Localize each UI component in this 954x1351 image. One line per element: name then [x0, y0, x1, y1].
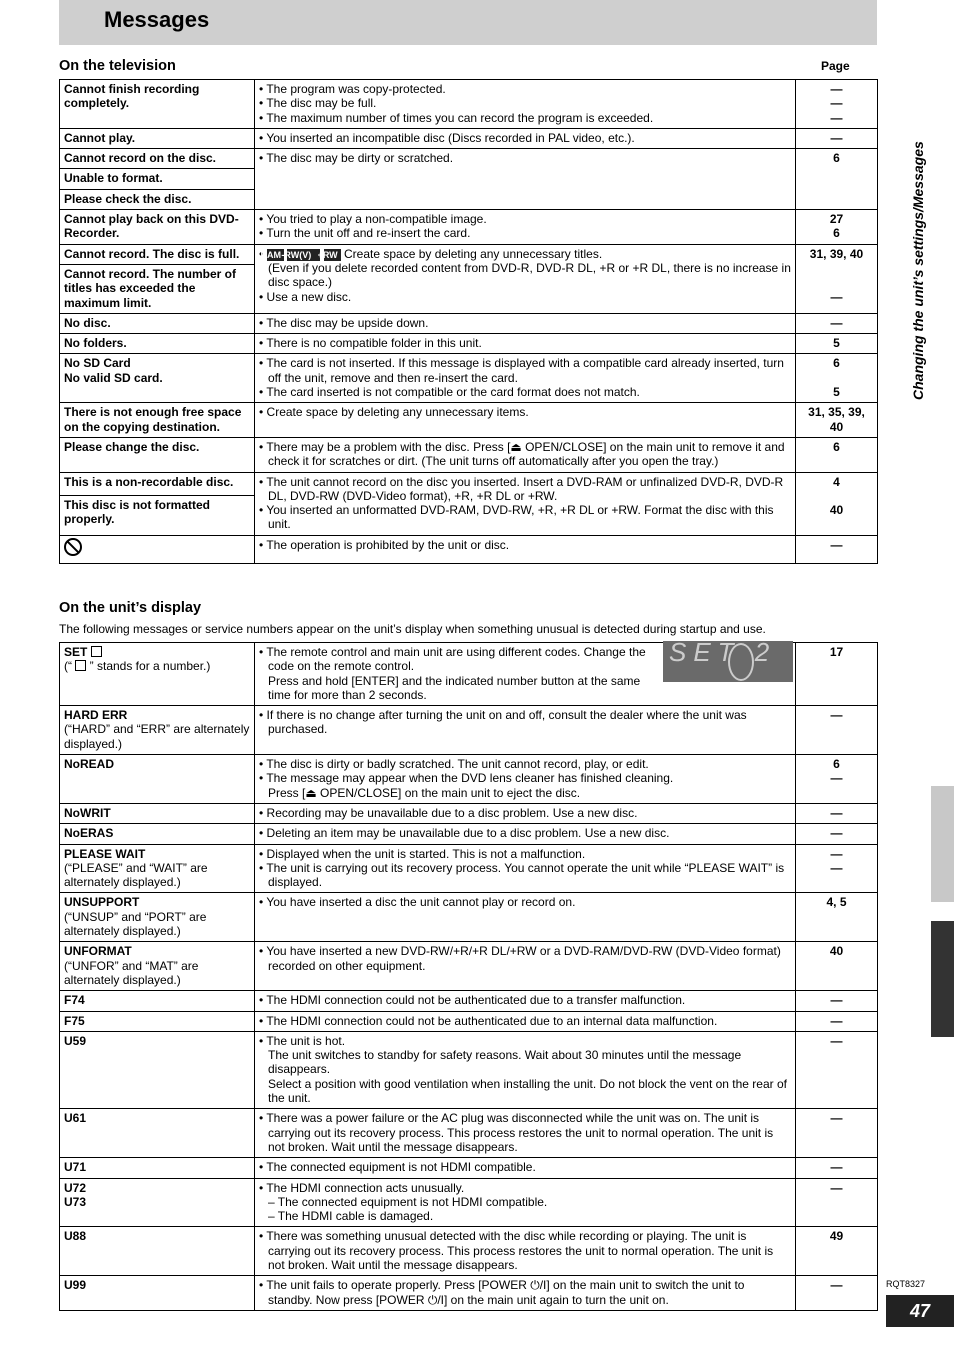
page-cell: — [796, 1178, 878, 1227]
note-cell: • RAM -RW(V) +RW Create space by deleting any unnecessary titles. (Even if you delete recorded content from DVD-R, DVD-R DL, +R or +R DL, there is no increase in disc space.) • Use a new disc. [255, 244, 796, 313]
note-cell: • You tried to play a non-compatible image. • Turn the unit off and re-insert the card. [255, 210, 796, 245]
message-cell: UNSUPPORT (“UNSUP” and “PORT” are alternately displayed.) [60, 893, 255, 942]
display-messages-table [59, 637, 878, 1311]
table-row [60, 803, 878, 823]
page-cell: 49 [796, 1227, 878, 1276]
side-tab-dark [931, 921, 954, 1037]
note-cell: • The connected equipment is not HDMI compatible. [255, 1158, 796, 1178]
display-heading: On the unit’s display [59, 600, 202, 616]
note-cell: • You inserted an incompatible disc (Discs recorded in PAL video, etc.). [255, 128, 796, 148]
message-cell: U99 [60, 1276, 255, 1311]
message-cell: Cannot record on the disc. [60, 149, 255, 169]
message-cell [60, 535, 255, 563]
table-row [60, 844, 878, 893]
title-bar [59, 0, 877, 45]
page-cell: — [796, 991, 878, 1011]
page-cell: 40 [796, 942, 878, 991]
disc-tag: +RW [324, 249, 341, 261]
table-row [60, 893, 878, 942]
note-cell: • Recording may be unavailable due to a disc problem. Use a new disc. [255, 803, 796, 823]
note-cell: • If there is no change after turning the unit on and off, consult the dealer where the unit was purchased. [255, 706, 796, 755]
message-cell: There is not enough free space on the copying destination. [60, 403, 255, 438]
prohibited-icon [64, 538, 82, 556]
side-tab-gray [931, 786, 954, 902]
page-cell: — [796, 706, 878, 755]
page-cell: 6 5 [796, 354, 878, 403]
table-row [60, 354, 878, 403]
page-number: 47 [886, 1295, 954, 1327]
display-intro: The following messages or service numbers appear on the unit’s display when something unusual is detected during startup and use. [59, 622, 766, 636]
page-cell: — [796, 824, 878, 844]
table-row [60, 1227, 878, 1276]
number-box-icon [91, 646, 102, 657]
note-cell: • The unit fails to operate properly. Press [POWER ⏻/I] on the main unit to switch the unit to standby. Now press [POWER ⏻/I] on the main unit again to turn the unit on. [255, 1276, 796, 1311]
note-cell: SET 2 • The remote control and main unit are using different codes. Change the code on the remote control. Press and hold [ENTER] and the indicated number button at the same time for more than 2 seconds. [255, 643, 796, 706]
page-column-label: Page [821, 59, 850, 73]
table-row [60, 824, 878, 844]
table-row [60, 1178, 878, 1227]
message-cell: HARD ERR (“HARD” and “ERR” are alternately displayed.) [60, 706, 255, 755]
page-cell: 31, 35, 39, 40 [796, 403, 878, 438]
tv-heading: On the television [59, 58, 176, 74]
note-cell: • The disc may be upside down. [255, 313, 796, 333]
note-cell: • The disc may be dirty or scratched. [255, 149, 796, 210]
table-row [60, 128, 878, 148]
table-row [60, 437, 878, 472]
page-cell: — [796, 1276, 878, 1311]
note-cell: • There may be a problem with the disc. Press [⏏ OPEN/CLOSE] on the main unit to remove it and check it for scratches or dirt. (The unit turns off automatically after you open the tray.) [255, 437, 796, 472]
message-cell: U61 [60, 1109, 255, 1158]
table-row [60, 472, 878, 495]
table-row [60, 1276, 878, 1311]
note-cell: • Displayed when the unit is started. This is not a malfunction. • The unit is carrying out its recovery process. You cannot operate the unit while “PLEASE WAIT” is displayed. [255, 844, 796, 893]
message-cell: F74 [60, 991, 255, 1011]
page-cell: 6 [796, 149, 878, 210]
note-cell: • There is no compatible folder in this unit. [255, 334, 796, 354]
table-row [60, 149, 878, 169]
table-row [60, 991, 878, 1011]
page-cell: — — — [796, 80, 878, 129]
message-cell: Cannot record. The number of titles has exceeded the maximum limit. [60, 264, 255, 313]
page-cell: 4 40 [796, 472, 878, 535]
document-code: RQT8327 [886, 1279, 926, 1289]
page-cell: — [796, 1158, 878, 1178]
message-cell: NoERAS [60, 824, 255, 844]
page-cell: — [796, 1011, 878, 1031]
table-row [60, 535, 878, 563]
message-cell: No disc. [60, 313, 255, 333]
message-cell: SET (“ ” stands for a number.) [60, 643, 255, 706]
message-cell: Unable to format. [60, 169, 255, 189]
message-cell: NoREAD [60, 755, 255, 804]
message-cell: F75 [60, 1011, 255, 1031]
table-row [60, 1158, 878, 1178]
note-cell: • The program was copy-protected. • The disc may be full. • The maximum number of times you can record the program is exceeded. [255, 80, 796, 129]
page-cell: — — [796, 844, 878, 893]
table-row [60, 403, 878, 438]
disc-tag: RAM [267, 249, 285, 261]
disc-tag: -RW(V) [287, 249, 320, 261]
page-cell: 31, 39, 40 — [796, 244, 878, 313]
table-row [60, 313, 878, 333]
message-cell: UNFORMAT (“UNFOR” and “MAT” are alternately displayed.) [60, 942, 255, 991]
page-cell: 4, 5 [796, 893, 878, 942]
table-row [60, 1011, 878, 1031]
page-cell: — [796, 313, 878, 333]
note-cell: • The HDMI connection acts unusually. – The connected equipment is not HDMI compatible. – The HDMI cable is damaged. [255, 1178, 796, 1227]
note-cell: • The card is not inserted. If this message is displayed with a compatible card already inserted, turn off the unit, remove and then re-insert the card. • The card inserted is not compatible or the card format does not match. [255, 354, 796, 403]
message-cell: U59 [60, 1031, 255, 1108]
page-cell: — [796, 1109, 878, 1158]
message-cell: Cannot finish recording completely. [60, 80, 255, 129]
message-cell: Cannot play. [60, 128, 255, 148]
table-row [60, 706, 878, 755]
table-row [60, 755, 878, 804]
page-cell: — [796, 803, 878, 823]
note-cell: • The operation is prohibited by the unit or disc. [255, 535, 796, 563]
message-cell: No SD Card No valid SD card. [60, 354, 255, 403]
message-cell: This is a non-recordable disc. [60, 472, 255, 495]
message-cell: U88 [60, 1227, 255, 1276]
page-cell: 6 — [796, 755, 878, 804]
page-title: Messages [104, 7, 210, 32]
table-row [60, 643, 878, 706]
note-cell: • There was something unusual detected with the disc while recording or playing. The unit is carrying out its recovery process. This process restores the unit to normal operation. The unit is not broken. Wait until the message disappears. [255, 1227, 796, 1276]
table-row [60, 1031, 878, 1108]
note-cell: • Create space by deleting any unnecessary items. [255, 403, 796, 438]
table-row [60, 942, 878, 991]
section-side-label: Changing the unit’s settings/Messages [910, 141, 926, 400]
table-row [60, 244, 878, 264]
message-cell: No folders. [60, 334, 255, 354]
number-box-icon [75, 660, 86, 671]
message-cell: This disc is not formatted properly. [60, 495, 255, 535]
message-cell: Please check the disc. [60, 189, 255, 209]
message-cell: U71 [60, 1158, 255, 1178]
note-cell: • The unit is hot. The unit switches to standby for safety reasons. Wait about 30 minutes until the message disappears. Select a position with good ventilation when installing the unit. Do not block the vent on the rear of the unit. [255, 1031, 796, 1108]
page-cell: — [796, 1031, 878, 1108]
message-cell: Cannot record. The disc is full. [60, 244, 255, 264]
table-row [60, 210, 878, 245]
note-cell: • You have inserted a new DVD-RW/+R/+R DL/+RW or a DVD-RAM/DVD-RW (DVD-Video format) recorded on other equipment. [255, 942, 796, 991]
note-cell: • The unit cannot record on the disc you inserted. Insert a DVD-RAM or unfinalized DVD-R, DVD-R DL, DVD-RW (DVD-Video format), +R, +R DL or +RW. • You inserted an unformatted DVD-RAM, DVD-RW, +R, +R DL or +RW. Format the disc with this unit. [255, 472, 796, 535]
table-row [60, 1109, 878, 1158]
message-cell: Please change the disc. [60, 437, 255, 472]
note-cell: • The disc is dirty or badly scratched. The unit cannot record, play, or edit. • The message may appear when the DVD lens cleaner has finished cleaning. Press [⏏ OPEN/CLOSE] on the main unit to eject the disc. [255, 755, 796, 804]
table-row [60, 80, 878, 129]
page-cell: — [796, 128, 878, 148]
table-row [60, 334, 878, 354]
note-cell: • The HDMI connection could not be authenticated due to a transfer malfunction. [255, 991, 796, 1011]
tv-messages-table [59, 79, 878, 564]
note-cell: • Deleting an item may be unavailable due to a disc problem. Use a new disc. [255, 824, 796, 844]
page-cell: — [796, 535, 878, 563]
page-cell: 6 [796, 437, 878, 472]
note-cell: • You have inserted a disc the unit cannot play or record on. [255, 893, 796, 942]
message-cell: NoWRIT [60, 803, 255, 823]
page-cell: 27 6 [796, 210, 878, 245]
message-cell: Cannot play back on this DVD-Recorder. [60, 210, 255, 245]
note-cell: • There was a power failure or the AC plug was disconnected while the unit was on. The unit is carrying out its recovery process. This process restores the unit to normal operation. The unit is not broken. Wait until the message disappears. [255, 1109, 796, 1158]
lcd-display-image: SET 2 [663, 641, 793, 682]
message-cell: U72 U73 [60, 1178, 255, 1227]
page-cell: 5 [796, 334, 878, 354]
message-cell: PLEASE WAIT (“PLEASE” and “WAIT” are alternately displayed.) [60, 844, 255, 893]
note-cell: • The HDMI connection could not be authenticated due to an internal data malfunction. [255, 1011, 796, 1031]
page-cell: 17 [796, 643, 878, 706]
